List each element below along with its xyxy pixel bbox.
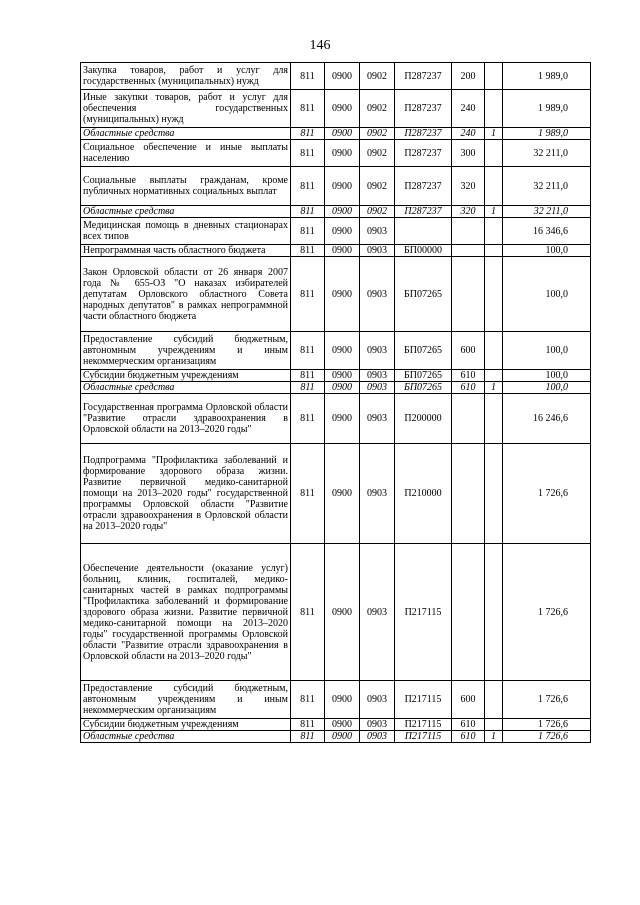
table-row — [81, 257, 591, 332]
code-expense-type: 240 — [452, 90, 485, 128]
code-ministry: 811 — [291, 544, 325, 681]
code-subsection: 0903 — [360, 544, 395, 681]
table-row — [81, 719, 591, 731]
code-section: 0900 — [325, 332, 360, 370]
amount: 100,0 — [503, 382, 591, 394]
code-funding-source: 1 — [485, 382, 503, 394]
amount: 16 346,6 — [503, 218, 591, 245]
code-ministry: 811 — [291, 90, 325, 128]
amount: 1 726,6 — [503, 681, 591, 719]
code-expense-type — [452, 444, 485, 544]
code-target-article: П287237 — [395, 90, 452, 128]
row-description: Субсидии бюджетным учреждениям — [81, 370, 291, 382]
table-row — [81, 444, 591, 544]
code-target-article: П217115 — [395, 731, 452, 743]
table-row — [81, 370, 591, 382]
code-expense-type: 320 — [452, 167, 485, 206]
code-target-article: БП07265 — [395, 382, 452, 394]
code-expense-type: 610 — [452, 370, 485, 382]
row-description: Предоставление субсидий бюджетным, автономным учреждениям и иным некоммерческим организациям — [81, 332, 291, 370]
code-section: 0900 — [325, 206, 360, 218]
row-description: Медицинская помощь в дневных стационарах всех типов — [81, 218, 291, 245]
table-row — [81, 332, 591, 370]
code-ministry: 811 — [291, 128, 325, 140]
code-subsection: 0903 — [360, 218, 395, 245]
code-funding-source — [485, 681, 503, 719]
table-row — [81, 218, 591, 245]
code-target-article — [395, 218, 452, 245]
code-subsection: 0903 — [360, 394, 395, 444]
page-number: 146 — [309, 38, 331, 53]
code-subsection: 0903 — [360, 719, 395, 731]
table-row — [81, 382, 591, 394]
amount: 100,0 — [503, 257, 591, 332]
code-section: 0900 — [325, 90, 360, 128]
row-description: Социальные выплаты гражданам, кроме публичных нормативных социальных выплат — [81, 167, 291, 206]
amount: 32 211,0 — [503, 167, 591, 206]
amount: 1 726,6 — [503, 719, 591, 731]
code-expense-type: 610 — [452, 719, 485, 731]
code-target-article: П287237 — [395, 167, 452, 206]
row-description: Предоставление субсидий бюджетным, автономным учреждениям и иным некоммерческим организациям — [81, 681, 291, 719]
code-target-article: БП07265 — [395, 257, 452, 332]
amount: 1 989,0 — [503, 90, 591, 128]
amount: 1 726,6 — [503, 444, 591, 544]
amount: 100,0 — [503, 332, 591, 370]
code-section: 0900 — [325, 382, 360, 394]
code-ministry: 811 — [291, 382, 325, 394]
table-row — [81, 681, 591, 719]
table-row — [81, 63, 591, 90]
code-ministry: 811 — [291, 719, 325, 731]
code-funding-source — [485, 544, 503, 681]
code-section: 0900 — [325, 257, 360, 332]
code-expense-type — [452, 544, 485, 681]
code-ministry: 811 — [291, 394, 325, 444]
code-funding-source: 1 — [485, 128, 503, 140]
code-funding-source — [485, 245, 503, 257]
row-description: Субсидии бюджетным учреждениям — [81, 719, 291, 731]
code-target-article: П200000 — [395, 394, 452, 444]
code-expense-type — [452, 394, 485, 444]
row-description: Закупка товаров, работ и услуг для государственных (муниципальных) нужд — [81, 63, 291, 90]
code-ministry: 811 — [291, 681, 325, 719]
row-description: Подпрограмма "Профилактика заболеваний и формирование здорового образа жизни. Развитие первичной медико-санитарной помощи на 2013–2020 годы" государственной программы Орловской области "Развитие отрасли здравоохранения в Орловской области на 2013–2020 годы" — [81, 444, 291, 544]
code-ministry: 811 — [291, 206, 325, 218]
table-row — [81, 544, 591, 681]
code-target-article: П217115 — [395, 681, 452, 719]
code-section: 0900 — [325, 370, 360, 382]
code-subsection: 0903 — [360, 382, 395, 394]
code-subsection: 0903 — [360, 370, 395, 382]
code-ministry: 811 — [291, 257, 325, 332]
code-subsection: 0903 — [360, 731, 395, 743]
code-ministry: 811 — [291, 370, 325, 382]
amount: 1 726,6 — [503, 731, 591, 743]
row-description: Непрограммная часть областного бюджета — [81, 245, 291, 257]
amount: 32 211,0 — [503, 206, 591, 218]
row-description: Закон Орловской области от 26 января 2007 года № 655-ОЗ "О наказах избирателей депутатам Орловского областного Совета народных депутатов" в рамках непрограммной части областного бюджета — [81, 257, 291, 332]
code-funding-source — [485, 444, 503, 544]
code-funding-source: 1 — [485, 731, 503, 743]
code-section: 0900 — [325, 245, 360, 257]
code-section: 0900 — [325, 218, 360, 245]
code-funding-source — [485, 140, 503, 167]
code-section: 0900 — [325, 681, 360, 719]
code-section: 0900 — [325, 128, 360, 140]
code-target-article: П210000 — [395, 444, 452, 544]
row-description: Обеспечение деятельности (оказание услуг) больниц, клиник, госпиталей, медико-санитарных частей в рамках подпрограммы "Профилактика заболеваний и формирование здорового образа жизни. Развитие первичной медико-санитарной помощи на 2013–2020 годы" государственной программы Орловской области "Развитие отрасли здравоохранения в Орловской области на 2013–2020 годы" — [81, 544, 291, 681]
code-ministry: 811 — [291, 140, 325, 167]
table-row — [81, 128, 591, 140]
code-target-article: П217115 — [395, 544, 452, 681]
code-expense-type: 240 — [452, 128, 485, 140]
code-expense-type: 320 — [452, 206, 485, 218]
code-expense-type: 610 — [452, 731, 485, 743]
code-ministry: 811 — [291, 332, 325, 370]
amount: 1 726,6 — [503, 544, 591, 681]
code-section: 0900 — [325, 444, 360, 544]
code-subsection: 0902 — [360, 167, 395, 206]
amount: 16 246,6 — [503, 394, 591, 444]
code-ministry: 811 — [291, 245, 325, 257]
code-ministry: 811 — [291, 167, 325, 206]
code-expense-type: 200 — [452, 63, 485, 90]
code-target-article: БП00000 — [395, 245, 452, 257]
code-expense-type: 300 — [452, 140, 485, 167]
code-subsection: 0902 — [360, 140, 395, 167]
code-ministry: 811 — [291, 444, 325, 544]
code-funding-source: 1 — [485, 206, 503, 218]
code-subsection: 0903 — [360, 681, 395, 719]
code-section: 0900 — [325, 731, 360, 743]
code-target-article: П217115 — [395, 719, 452, 731]
amount: 100,0 — [503, 245, 591, 257]
row-description: Областные средства — [81, 731, 291, 743]
table-row — [81, 90, 591, 128]
amount: 32 211,0 — [503, 140, 591, 167]
code-ministry: 811 — [291, 218, 325, 245]
code-funding-source — [485, 63, 503, 90]
row-description: Иные закупки товаров, работ и услуг для обеспечения государственных (муниципальных) нужд — [81, 90, 291, 128]
code-expense-type — [452, 245, 485, 257]
code-section: 0900 — [325, 63, 360, 90]
code-subsection: 0903 — [360, 332, 395, 370]
code-funding-source — [485, 370, 503, 382]
table-body — [81, 63, 591, 743]
code-subsection: 0903 — [360, 245, 395, 257]
code-target-article: БП07265 — [395, 370, 452, 382]
table-row — [81, 394, 591, 444]
code-funding-source — [485, 218, 503, 245]
code-expense-type: 610 — [452, 382, 485, 394]
code-subsection: 0902 — [360, 90, 395, 128]
table-row — [81, 140, 591, 167]
budget-table — [80, 62, 591, 743]
row-description: Областные средства — [81, 206, 291, 218]
code-subsection: 0903 — [360, 257, 395, 332]
table-row — [81, 245, 591, 257]
code-target-article: П287237 — [395, 63, 452, 90]
amount: 1 989,0 — [503, 128, 591, 140]
code-expense-type: 600 — [452, 681, 485, 719]
code-funding-source — [485, 257, 503, 332]
code-funding-source — [485, 719, 503, 731]
code-funding-source — [485, 167, 503, 206]
code-target-article: П287237 — [395, 128, 452, 140]
code-section: 0900 — [325, 140, 360, 167]
code-funding-source — [485, 394, 503, 444]
code-target-article: БП07265 — [395, 332, 452, 370]
row-description: Социальное обеспечение и иные выплаты населению — [81, 140, 291, 167]
code-ministry: 811 — [291, 63, 325, 90]
table-row — [81, 167, 591, 206]
code-expense-type — [452, 218, 485, 245]
table-row — [81, 731, 591, 743]
code-section: 0900 — [325, 167, 360, 206]
code-funding-source — [485, 332, 503, 370]
amount: 100,0 — [503, 370, 591, 382]
code-target-article: П287237 — [395, 140, 452, 167]
code-ministry: 811 — [291, 731, 325, 743]
table-row — [81, 206, 591, 218]
code-subsection: 0902 — [360, 206, 395, 218]
code-subsection: 0903 — [360, 444, 395, 544]
row-description: Областные средства — [81, 382, 291, 394]
row-description: Государственная программа Орловской области "Развитие отрасли здравоохранения в Орловской области на 2013–2020 годы" — [81, 394, 291, 444]
amount: 1 989,0 — [503, 63, 591, 90]
code-expense-type: 600 — [452, 332, 485, 370]
code-expense-type — [452, 257, 485, 332]
code-subsection: 0902 — [360, 128, 395, 140]
code-funding-source — [485, 90, 503, 128]
code-subsection: 0902 — [360, 63, 395, 90]
code-target-article: П287237 — [395, 206, 452, 218]
row-description: Областные средства — [81, 128, 291, 140]
code-section: 0900 — [325, 394, 360, 444]
code-section: 0900 — [325, 719, 360, 731]
code-section: 0900 — [325, 544, 360, 681]
